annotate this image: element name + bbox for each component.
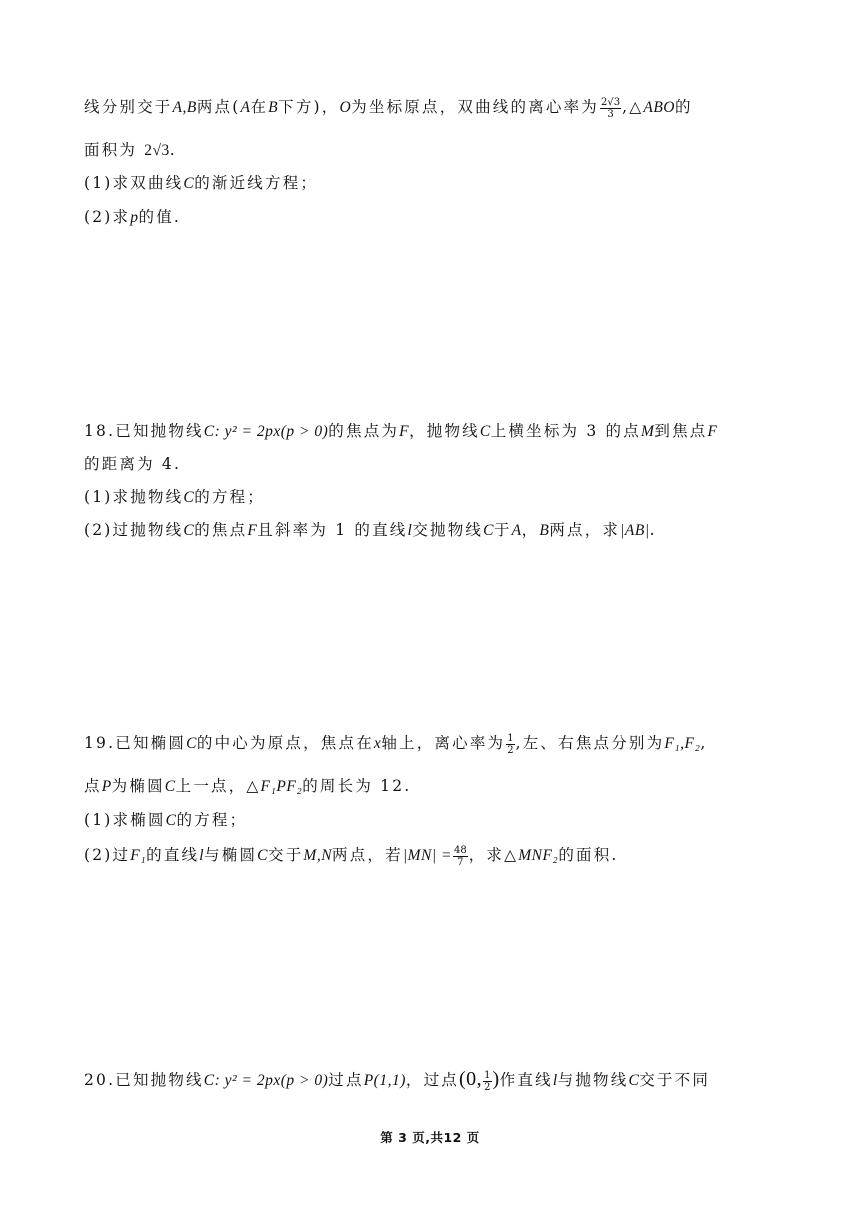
text: 在 [250, 98, 269, 116]
text: (1)求椭圆 [84, 811, 166, 829]
q20-line1 [84, 1068, 710, 1093]
q17-line2 [84, 138, 177, 160]
text: (2)过 [84, 846, 131, 864]
math-x: x [373, 735, 382, 752]
text: (1)求双曲线 [84, 174, 184, 192]
fraction-denominator: 7 [457, 856, 464, 868]
fraction-numerator: 48 [453, 844, 467, 856]
page-footer: 第 3 页,共12 页 [380, 1130, 480, 1145]
fraction-denominator: 2 [507, 744, 514, 756]
q18-part1 [84, 485, 265, 507]
text: 为坐标原点，双曲线的离心率为 [351, 98, 599, 116]
text: 于 [493, 521, 512, 539]
text: 上一点，△ [175, 777, 261, 795]
text: ， [521, 521, 540, 539]
math-abs-mn: |MN| = [402, 847, 452, 864]
math-f: F [247, 522, 258, 539]
text: 轴上，离心率为 [381, 734, 506, 752]
text: 下方)， [278, 98, 340, 116]
text: 点 [84, 777, 102, 795]
text: ,左、右焦点分别为 [515, 734, 665, 752]
math-f1: F₁ [130, 847, 147, 864]
math-l: l [552, 1072, 558, 1089]
text: ，求△ [468, 846, 519, 864]
text: 的焦点为 [328, 422, 400, 440]
text: (2)过抛物线 [84, 521, 184, 539]
eccentricity-fraction [600, 97, 621, 120]
text: 的中心为原点，焦点在 [196, 734, 374, 752]
math-b: B [268, 99, 279, 116]
text: (1)求抛物线 [84, 488, 184, 506]
math-c: C [483, 522, 494, 539]
math-foci: F₁,F₂ [664, 735, 701, 752]
eccentricity-fraction [506, 733, 514, 756]
q17-part1 [84, 171, 318, 193]
text: 的焦点 [194, 521, 248, 539]
text: 上横坐标为 3 的点 [490, 422, 641, 440]
q17-part2 [84, 205, 181, 227]
text: . [649, 521, 657, 539]
text: 的方程； [176, 811, 248, 829]
text: 两点，求 [549, 521, 621, 539]
point-fraction [483, 1070, 491, 1093]
q18-line2 [84, 452, 181, 474]
q17-line1 [84, 95, 693, 120]
math-f: F [399, 423, 410, 440]
text: 两点( [196, 98, 241, 116]
math-c: C [479, 423, 491, 440]
math-parabola-equation: C: y² = 2px(p > 0) [203, 423, 329, 440]
math-c: C [183, 522, 195, 539]
fraction-denominator: 2 [484, 1081, 491, 1093]
math-c: C [628, 1072, 640, 1089]
math-o: O [339, 99, 352, 116]
math-b: B [539, 522, 550, 539]
fraction-numerator: 1 [507, 732, 514, 744]
text: 两点，若 [332, 846, 403, 864]
fraction-numerator: 1 [484, 1069, 491, 1081]
math-l: l [199, 847, 205, 864]
text: ，抛物线 [409, 422, 480, 440]
mn-fraction [453, 845, 468, 868]
math-a: A [511, 522, 522, 539]
math-l: l [407, 522, 413, 539]
text: , [700, 734, 708, 752]
question-number: 19.已知椭圆 [84, 734, 187, 752]
math-c: C [257, 847, 268, 864]
q18-part2 [84, 518, 657, 540]
text: 与椭圆 [204, 846, 258, 864]
math-point-p: P(1,1) [363, 1072, 406, 1089]
math-p: P [101, 778, 112, 795]
text: 且斜率为 1 的直线 [257, 521, 408, 539]
text: 的方程； [194, 488, 266, 506]
text: 的周长为 12. [302, 777, 412, 795]
text: ,△ [622, 98, 644, 116]
math-ab: A,B [172, 99, 197, 116]
q19-line2 [84, 774, 411, 796]
text: 到焦点 [654, 422, 708, 440]
math-c: C [164, 778, 176, 795]
question-number: 18.已知抛物线 [84, 422, 204, 440]
text: 的 [675, 98, 693, 116]
text: 与抛物线 [557, 1071, 629, 1089]
math-c: C [165, 812, 177, 829]
text: 过点 [328, 1071, 364, 1089]
text: 的渐近线方程； [194, 174, 319, 192]
text: 面积为 [84, 141, 145, 159]
math-parabola-equation: C: y² = 2px(p > 0) [203, 1072, 329, 1089]
text: 的距离为 4. [84, 455, 182, 473]
math-point-close: ) [492, 1068, 500, 1090]
text: 交抛物线 [412, 521, 484, 539]
question-number: 20.已知抛物线 [84, 1071, 204, 1089]
fraction-denominator: 3 [607, 108, 614, 120]
text: 的面积. [558, 846, 619, 864]
math-abo: ABO [643, 99, 675, 116]
q19-part1 [84, 808, 247, 830]
q19-part2 [84, 843, 619, 868]
math-triangle-mnf2: MNF₂ [518, 847, 559, 864]
math-f: F [707, 423, 718, 440]
text: 交于 [268, 846, 304, 864]
math-c: C [186, 735, 197, 752]
math-area-value: 2√3 [144, 142, 170, 159]
text: 交于不同 [639, 1071, 711, 1089]
q18-line1 [84, 419, 717, 441]
text: (2)求 [84, 208, 131, 226]
text: ，过点 [405, 1071, 459, 1089]
math-c: C [183, 175, 195, 192]
math-abs-ab: |AB| [620, 522, 650, 539]
q19-line1 [84, 731, 708, 756]
text: . [169, 141, 177, 159]
math-point-open: (0, [458, 1068, 483, 1090]
text: 为椭圆 [111, 777, 165, 795]
text: 作直线 [499, 1071, 553, 1089]
math-triangle-f1pf2: F₁PF₂ [260, 778, 303, 795]
math-m: M [640, 423, 655, 440]
math-mn: M,N [303, 847, 333, 864]
math-a: A [240, 99, 251, 116]
text: 的直线 [146, 846, 200, 864]
math-c: C [183, 489, 195, 506]
fraction-numerator: 2√3 [601, 96, 621, 108]
text: 线分别交于 [84, 98, 173, 116]
math-p: p [130, 209, 139, 226]
text: 的值. [138, 208, 182, 226]
